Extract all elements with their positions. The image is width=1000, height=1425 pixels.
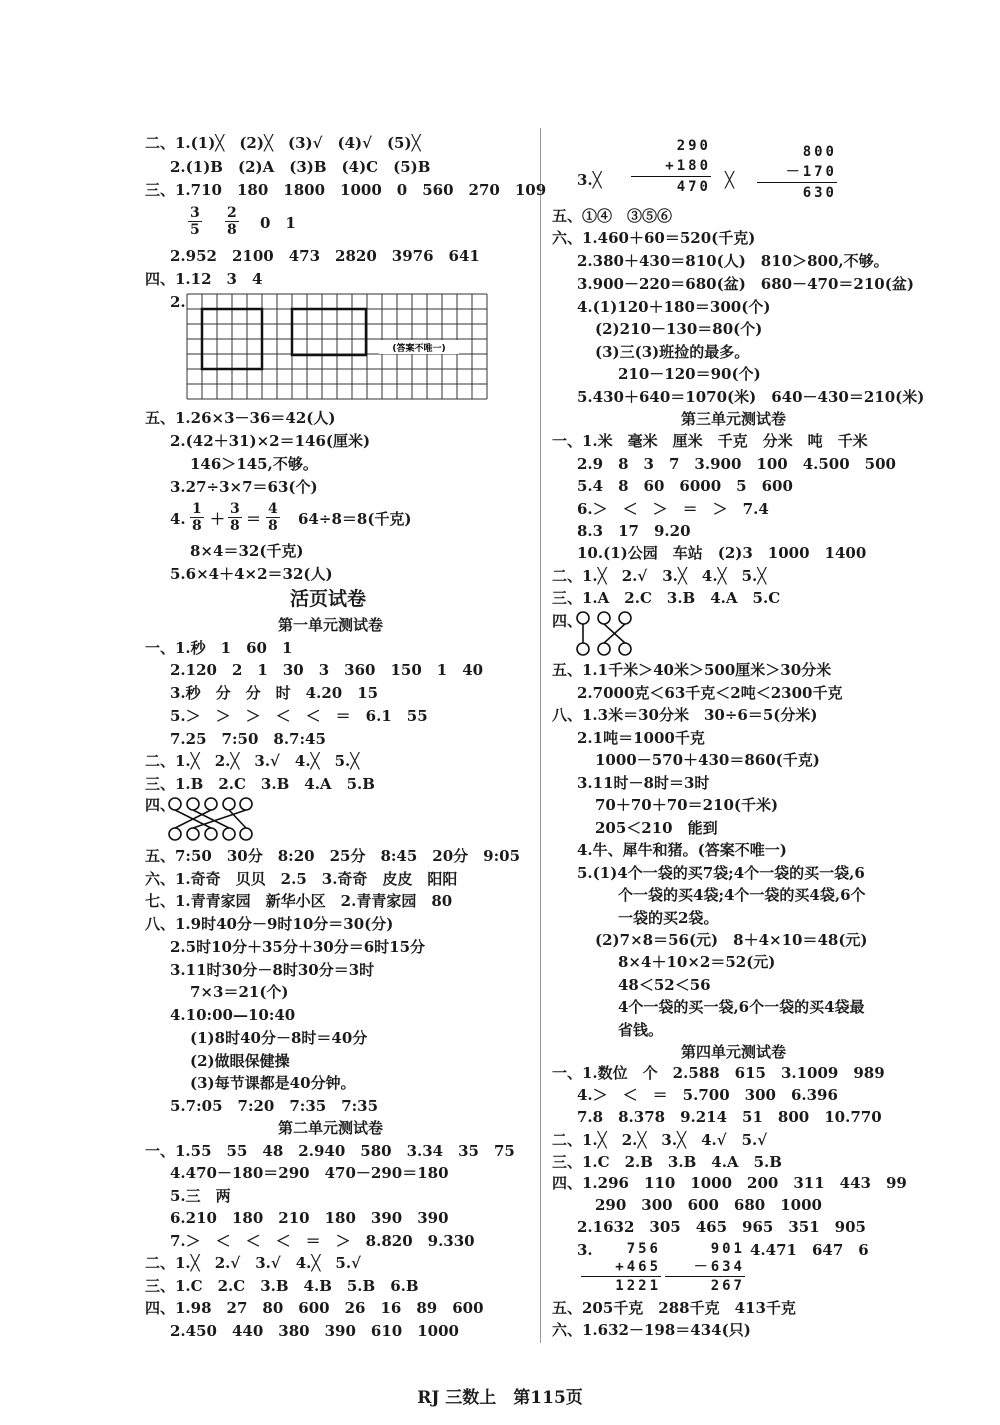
answer-line: 5.(1)4个一袋的买7袋;4个一袋的买一袋,6 [577, 864, 865, 882]
fraction: $\frac{3}{8}$ [230, 501, 240, 534]
answer-line: 二、1.╳ 2.╳ 3.╳ 4.√ 5.√ [552, 1131, 768, 1149]
answer-line: 2.380＋430＝810(人) 810＞800,不够。 [577, 252, 889, 270]
answer-line: 7.8 8.378 9.214 51 800 10.770 [577, 1108, 882, 1126]
vertical-calc: 290 +180 470 [631, 136, 711, 197]
answer-line: 3.900－220＝680(盆) 680－470＝210(盆) [577, 275, 914, 293]
answer-line: 8×4＝32(千克) [190, 542, 304, 560]
answer-line: 三、1.C 2.B 3.B 4.A 5.B [552, 1153, 782, 1171]
answer-line: 8×4＋10×2＝52(元) [618, 953, 776, 971]
answer-line: 五、7:50 30分 8:20 25分 8:45 20分 9:05 [145, 847, 521, 865]
answer-line: 0 1 [260, 214, 296, 232]
answer-line: 5.4 8 60 6000 5 600 [577, 477, 793, 495]
answer-line: 一、1.数位 个 2.588 615 3.1009 989 [552, 1064, 885, 1082]
answer-line: 个一袋的买4袋;4个一袋的买4袋,6个 [618, 886, 866, 904]
answer-line: 7×3＝21(个) [190, 983, 289, 1001]
answer-line: 四、1.98 27 80 600 26 16 89 600 [145, 1299, 484, 1317]
fraction: $\frac{1}{8}$ [192, 501, 202, 534]
unit-title: 第二单元测试卷 [278, 1119, 384, 1137]
answer-line: 2.5时10分＋35分＋30分＝6时15分 [170, 938, 426, 956]
answer-line: 六、1.奇奇 贝贝 2.5 3.奇奇 皮皮 阳阳 [145, 870, 458, 888]
answer-line: 210－120＝90(个) [618, 365, 761, 383]
vertical-calc: 800 －170 630 [757, 142, 837, 203]
answer-line: (3)每节课都是40分钟。 [190, 1074, 356, 1092]
answer-line: 三、1.710 180 1800 1000 0 560 270 109 [145, 181, 547, 199]
answer-line: 二、1.(1)╳ (2)╳ (3)√ (4)√ (5)╳ [145, 134, 421, 152]
answer-line: 2. [170, 293, 186, 311]
answer-line: 70＋70＋70＝210(千米) [595, 796, 779, 814]
answer-line: ╳ [725, 171, 735, 189]
answer-line: 4.＞ ＜ ＝ 5.700 300 6.396 [577, 1086, 838, 1104]
answer-line: 64÷8＝8(千克) [298, 510, 412, 528]
answer-line: 省钱。 [618, 1021, 664, 1039]
answer-line: 4.471 647 6 [750, 1241, 869, 1259]
answer-line: 7.25 7:50 8.7:45 [170, 730, 326, 748]
answer-line: 5.6×4＋4×2＝32(人) [170, 565, 333, 583]
answer-line: 290 300 600 680 1000 [595, 1196, 822, 1214]
answer-line: 146＞145,不够。 [190, 455, 318, 473]
answer-line: 一、1.米 毫米 厘米 千克 分米 吨 千米 [552, 432, 868, 450]
answer-line: 一袋的买2袋。 [618, 909, 719, 927]
answer-line: 二、1.╳ 2.╳ 3.√ 4.╳ 5.╳ [145, 752, 360, 770]
answer-line: 10.(1)公园 车站 (2)3 1000 1400 [577, 544, 867, 562]
answer-line: 3.11时－8时＝3时 [577, 774, 710, 792]
answer-line: 3.11时30分－8时30分＝3时 [170, 961, 375, 979]
answer-line: 2.7000克＜63千克＜2吨＜2300千克 [577, 684, 843, 702]
answer-line: 3.╳ [577, 171, 602, 189]
answer-line: 2.120 2 1 30 3 360 150 1 40 [170, 661, 484, 679]
fraction: $\frac{2}{8}$ [227, 205, 237, 238]
fraction: $\frac{3}{5}$ [190, 205, 200, 238]
vertical-calc: 756 +465 1221 [581, 1240, 661, 1295]
answer-line: 3. [577, 1241, 593, 1259]
answer-line: 4. [170, 510, 186, 528]
answer-line: 5.7:05 7:20 7:35 7:35 [170, 1097, 379, 1115]
answer-line: 一、1.55 55 48 2.940 580 3.34 35 75 [145, 1142, 515, 1160]
answer-line: 2.(42＋31)×2＝146(厘米) [170, 432, 371, 450]
answer-line: 4个一袋的买一袋,6个一袋的买4袋最 [618, 998, 865, 1016]
answer-line: 一、1.秒 1 60 1 [145, 639, 293, 657]
answer-line: 四、1.296 110 1000 200 311 443 99 [552, 1174, 907, 1192]
answer-line: 2.1吨＝1000千克 [577, 729, 705, 747]
answer-line: 8.3 17 9.20 [577, 522, 691, 540]
answer-line: (1)8时40分－8时＝40分 [190, 1029, 368, 1047]
answer-line: 2.1632 305 465 965 351 905 [577, 1218, 866, 1236]
answer-line: 2.450 440 380 390 610 1000 [170, 1322, 459, 1340]
answer-line: (2)210－130＝80(个) [595, 320, 763, 338]
unit-title: 第一单元测试卷 [278, 616, 384, 634]
answer-line: 4.牛、犀牛和猪。(答案不唯一) [577, 841, 787, 859]
answer-line: 1000－570＋430＝860(千克) [595, 751, 820, 769]
column-divider [540, 128, 541, 1343]
section-title: 活页试卷 [290, 588, 367, 610]
answer-line: 3.秒 分 分 时 4.20 15 [170, 684, 379, 702]
answer-line: 6.＞ ＜ ＞ ＝ ＞ 7.4 [577, 500, 769, 518]
answer-line: 二、1.╳ 2.√ 3.√ 4.╳ 5.√ [145, 1254, 361, 1272]
answer-line: 4.10:00—10:40 [170, 1006, 296, 1024]
answer-line: 八、1.3米＝30分米 30÷6＝5(分米) [552, 706, 818, 724]
matching-circles-diagram [166, 795, 256, 843]
answer-line: (3)三(3)班捡的最多。 [595, 343, 750, 361]
unit-title: 第三单元测试卷 [681, 410, 787, 428]
answer-line: 4.470－180＝290 470－290＝180 [170, 1164, 449, 1182]
answer-line: 48＜52＜56 [618, 976, 711, 994]
rectangle-shape [292, 309, 366, 355]
answer-line: 三、1.A 2.C 3.B 4.A 5.C [552, 589, 781, 607]
answer-line: 三、1.B 2.C 3.B 4.A 5.B [145, 775, 375, 793]
matching-circles-diagram [575, 610, 633, 658]
grid-note: (答案不唯一) [392, 344, 446, 354]
answer-line: 四、1.12 3 4 [145, 270, 263, 288]
answer-line: 5.＞ ＞ ＞ ＜ ＜ ＝ 6.1 55 [170, 707, 428, 725]
answer-line: 六、1.460＋60＝520(千克) [552, 229, 756, 247]
answer-line: 2.(1)B (2)A (3)B (4)C (5)B [170, 158, 431, 176]
square-grid-figure [186, 293, 488, 401]
answer-line: 7.＞ ＜ ＜ ＜ ＝ ＞ 8.820 9.330 [170, 1232, 475, 1250]
answer-line: 八、1.9时40分－9时10分＝30(分) [145, 915, 394, 933]
answer-line: 2.9 8 3 7 3.900 100 4.500 500 [577, 455, 896, 473]
answer-line: 二、1.╳ 2.√ 3.╳ 4.╳ 5.╳ [552, 567, 767, 585]
answer-line: 6.210 180 210 180 390 390 [170, 1209, 449, 1227]
vertical-calc: 901 －634 267 [665, 1240, 745, 1295]
fraction: $\frac{4}{8}$ [268, 501, 278, 534]
answer-line: 4.(1)120＋180＝300(个) [577, 298, 771, 316]
answer-line: 四、 [552, 612, 583, 630]
answer-line: 3.27÷3×7＝63(个) [170, 478, 318, 496]
answer-line: 2.952 2100 473 2820 3976 641 [170, 247, 480, 265]
answer-line: 四、 [145, 796, 176, 814]
answer-line: 五、①④ ③⑤⑥ [552, 207, 673, 225]
answer-line: 五、1.1千米＞40米＞500厘米＞30分米 [552, 661, 832, 679]
answer-line: 五、1.26×3－36＝42(人) [145, 409, 336, 427]
answer-line: 六、1.632－198＝434(只) [552, 1321, 751, 1339]
answer-line: 七、1.青青家园 新华小区 2.青青家园 80 [145, 892, 453, 910]
answer-line: 5.三 两 [170, 1187, 231, 1205]
answer-line: 五、205千克 288千克 413千克 [552, 1299, 796, 1317]
answer-line: 205＜210 能到 [595, 819, 718, 837]
answer-line: (2)做眼保健操 [190, 1052, 290, 1070]
page-footer: RJ 三数上 第115页 [417, 1388, 583, 1408]
unit-title: 第四单元测试卷 [681, 1043, 787, 1061]
answer-line: 三、1.C 2.C 3.B 4.B 5.B 6.B [145, 1277, 419, 1295]
answer-line: (2)7×8＝56(元) 8＋4×10＝48(元) [595, 931, 868, 949]
answer-line: 5.430＋640＝1070(米) 640－430＝210(米) [577, 388, 925, 406]
